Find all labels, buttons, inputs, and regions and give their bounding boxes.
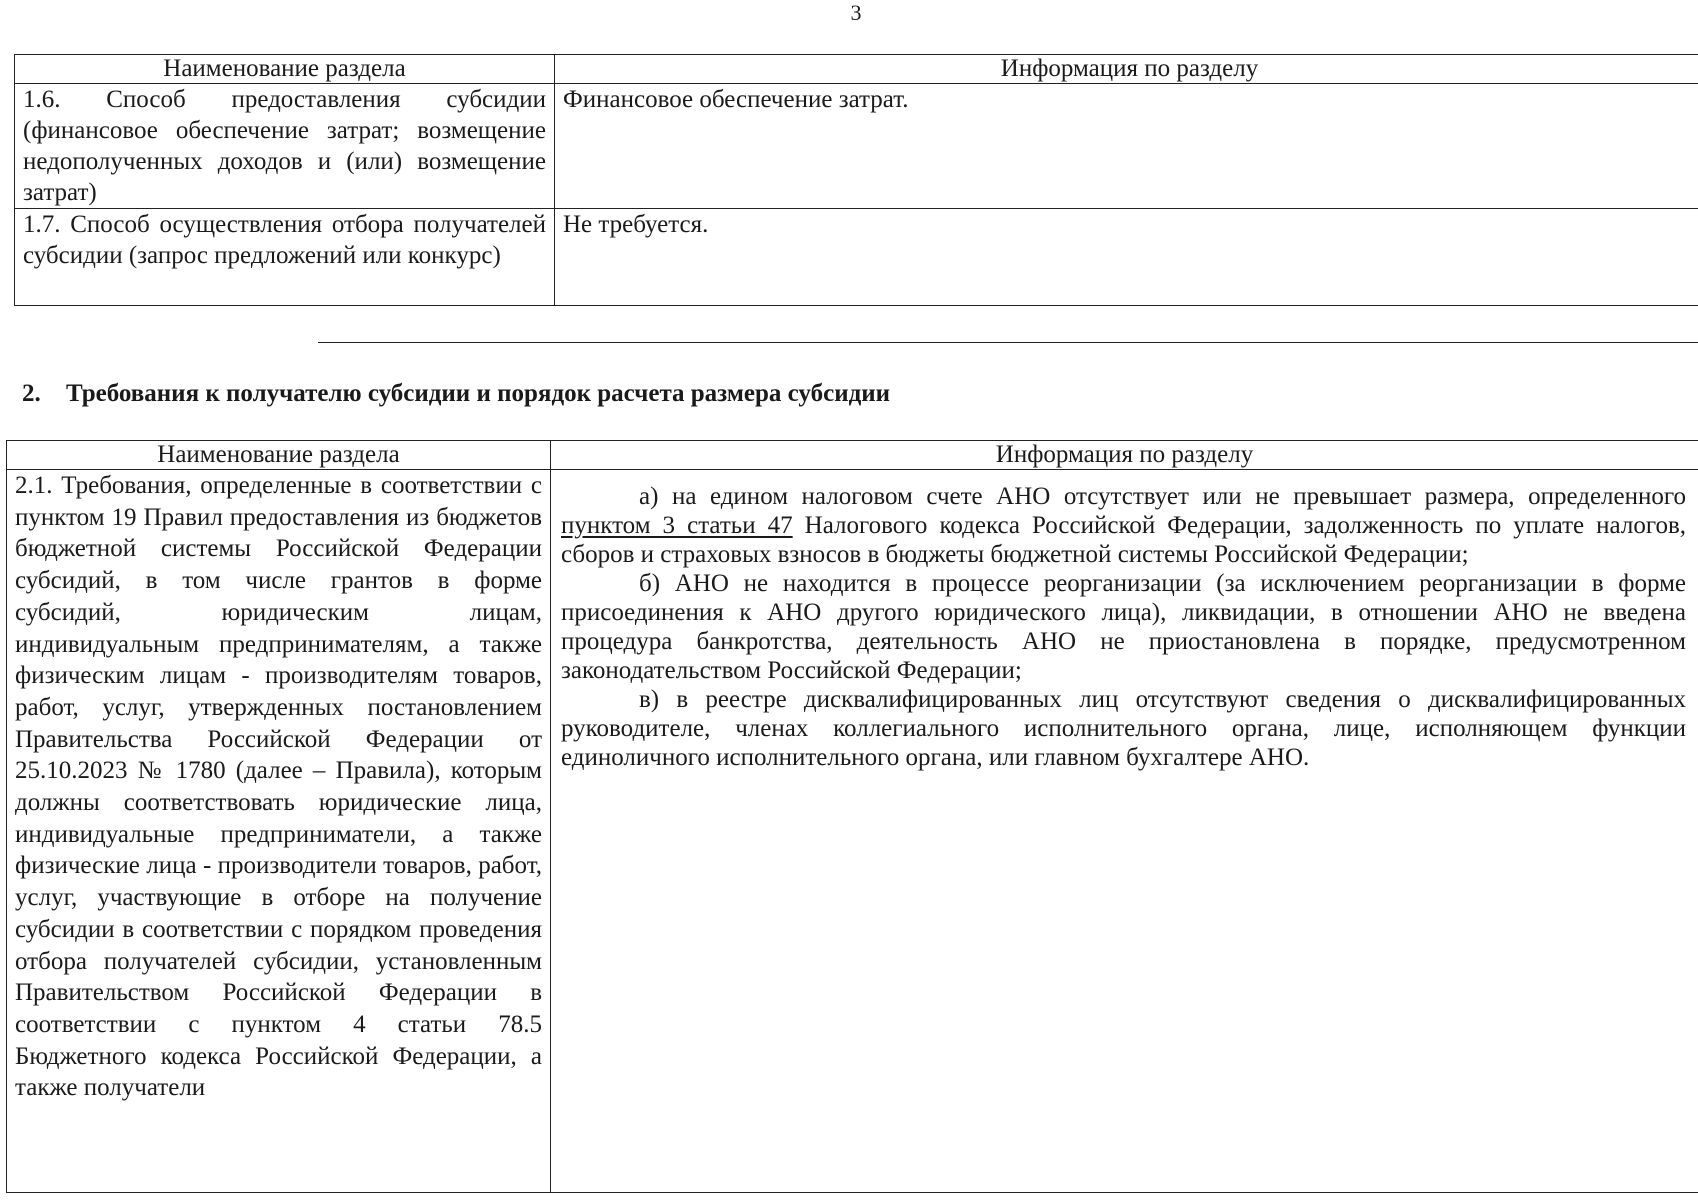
row-info-1-7: Не требуется. — [555, 209, 1698, 306]
header-section-name: Наименование раздела — [15, 55, 555, 84]
row-info-1-6: Финансовое обеспечение затрат. — [555, 84, 1698, 209]
table-row — [7, 470, 1698, 1193]
table-row — [15, 84, 1698, 209]
table-header-row — [15, 55, 1698, 84]
section-heading — [22, 378, 1422, 410]
paragraph-b: б) АНО не находится в процессе реорганизации (за исключением реорганизации в форме присоединения к АНО другого юридического лица), ликвидации, в отношении АНО не введена процедура банкротства, деятельность АНО не приостановлена в порядке, предусмотренном законодательством Российской Федерации; — [561, 570, 1686, 684]
section-divider — [318, 342, 1698, 343]
section-number: 2. — [22, 380, 41, 407]
law-reference-link[interactable]: пунктом 3 статьи 47 — [561, 512, 793, 539]
row-info-2-1 — [551, 470, 1698, 1193]
header-section-info: Информация по разделу — [551, 441, 1698, 470]
header-section-info: Информация по разделу — [555, 55, 1698, 84]
paragraph-a: а) на едином налоговом счете АНО отсутствует или не превышает размера, определенного пунктом 3 статьи 47 Налогового кодекса Российской Федерации, задолженность по уплате налогов, сборов и страховых взносов в бюджеты бюджетной системы Российской Федерации; — [561, 483, 1687, 568]
header-section-name: Наименование раздела — [7, 441, 551, 470]
section-title: Требования к получателю субсидии и порядок расчета размера субсидии — [66, 380, 891, 407]
table-row — [15, 209, 1698, 306]
page-number: 3 — [850, 0, 862, 25]
table-section-2 — [6, 440, 1698, 1193]
table-header-row — [7, 441, 1698, 470]
row-name-1-7: 1.7. Способ осуществления отбора получателей субсидии (запрос предложений или конкурс) — [15, 209, 555, 306]
row-name-2-1: 2.1. Требования, определенные в соответствии с пунктом 19 Правил предоставления из бюджетов бюджетной системы Российской Федерации субсидий, в том числе грантов в форме субсидий, юридическим лицам, индивидуальным предпринимателям, а также физическим лицам - производителям товаров, работ, услуг, утвержденных постановлением Правительства Российской Федерации от 25.10.2023 № 1780 (далее – Правила), которым должны соответствовать юридические лица, индивидуальные предприниматели, а также физические лица - производители товаров, работ, услуг, участвующие в отборе на получение субсидии в соответствии с порядком проведения отбора получателей субсидии, установленным Правительством Российской Федерации в соответствии с пунктом 4 статьи 78.5 Бюджетного кодекса Российской Федерации, а также получатели — [7, 470, 551, 1193]
table-section-1 — [14, 54, 1698, 306]
paragraph-c: в) в реестре дисквалифицированных лиц отсутствуют сведения о дисквалифицированных руководителе, членах коллегиального исполнительного органа, лице, исполняющем функции единоличного исполнительного органа, или главном бухгалтере АНО. — [561, 686, 1686, 771]
row-name-1-6: 1.6. Способ предоставления субсидии (финансовое обеспечение затрат; возмещение недополученных доходов и (или) возмещение затрат) — [15, 84, 555, 209]
